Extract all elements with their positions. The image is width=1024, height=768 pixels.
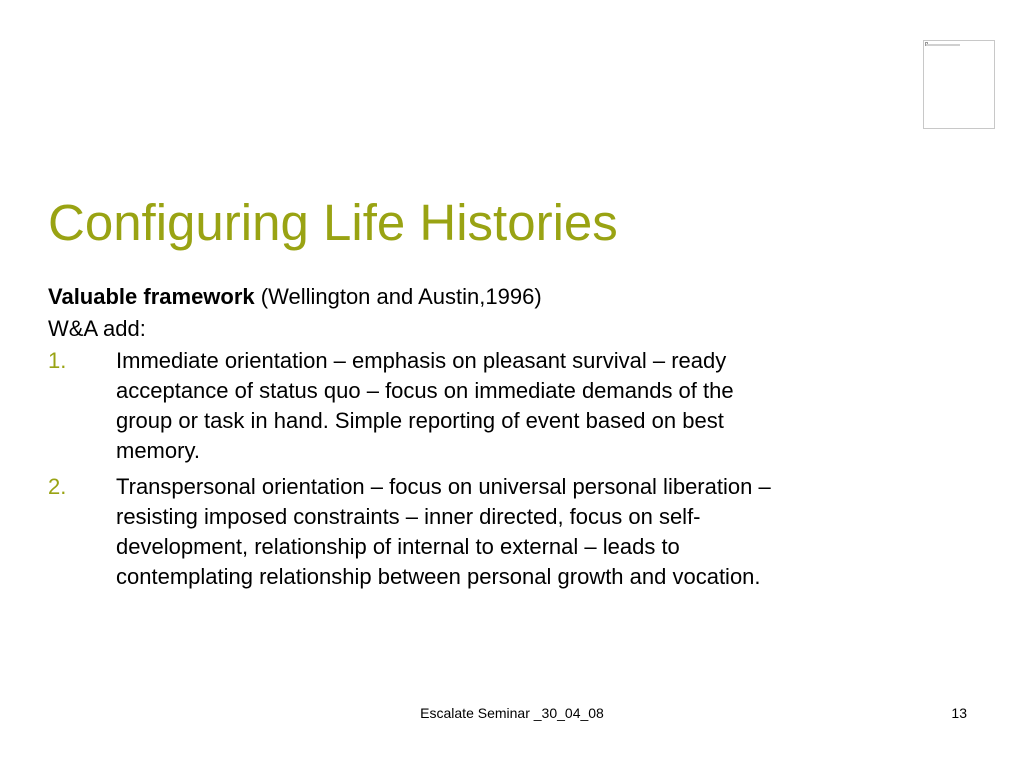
- list-item-line: memory.: [116, 438, 200, 463]
- slide-title: Configuring Life Histories: [48, 194, 618, 251]
- intro-paragraph: [48, 282, 948, 312]
- page-number: 13: [951, 705, 967, 721]
- intro-citation-text: (Wellington and Austin,1996): [254, 284, 542, 309]
- list-number: 2.: [48, 474, 67, 499]
- thumbnail-caption-line: [926, 44, 960, 46]
- slide-thumbnail-image: [923, 40, 995, 129]
- subheading: W&A add:: [48, 316, 146, 341]
- list-item: [48, 472, 948, 592]
- footer-label: Escalate Seminar _30_04_08: [420, 705, 604, 721]
- list-item-line: contemplating relationship between personal growth and vocation.: [116, 564, 761, 589]
- list-item: [48, 346, 948, 466]
- list-item-line: development, relationship of internal to external – leads to: [116, 534, 680, 559]
- list-number: 1.: [48, 348, 67, 373]
- list-item-line: resisting imposed constraints – inner directed, focus on self-: [116, 504, 701, 529]
- list-item-line: Transpersonal orientation – focus on universal personal liberation –: [116, 474, 771, 499]
- intro-bold-text: Valuable framework: [48, 284, 255, 309]
- list-item-line: acceptance of status quo – focus on immediate demands of the: [116, 378, 734, 403]
- slide-body: [48, 282, 948, 598]
- list-item-line: Immediate orientation – emphasis on pleasant survival – ready: [116, 348, 727, 373]
- list-item-line: group or task in hand. Simple reporting of event based on best: [116, 408, 724, 433]
- orientation-list: [48, 346, 948, 592]
